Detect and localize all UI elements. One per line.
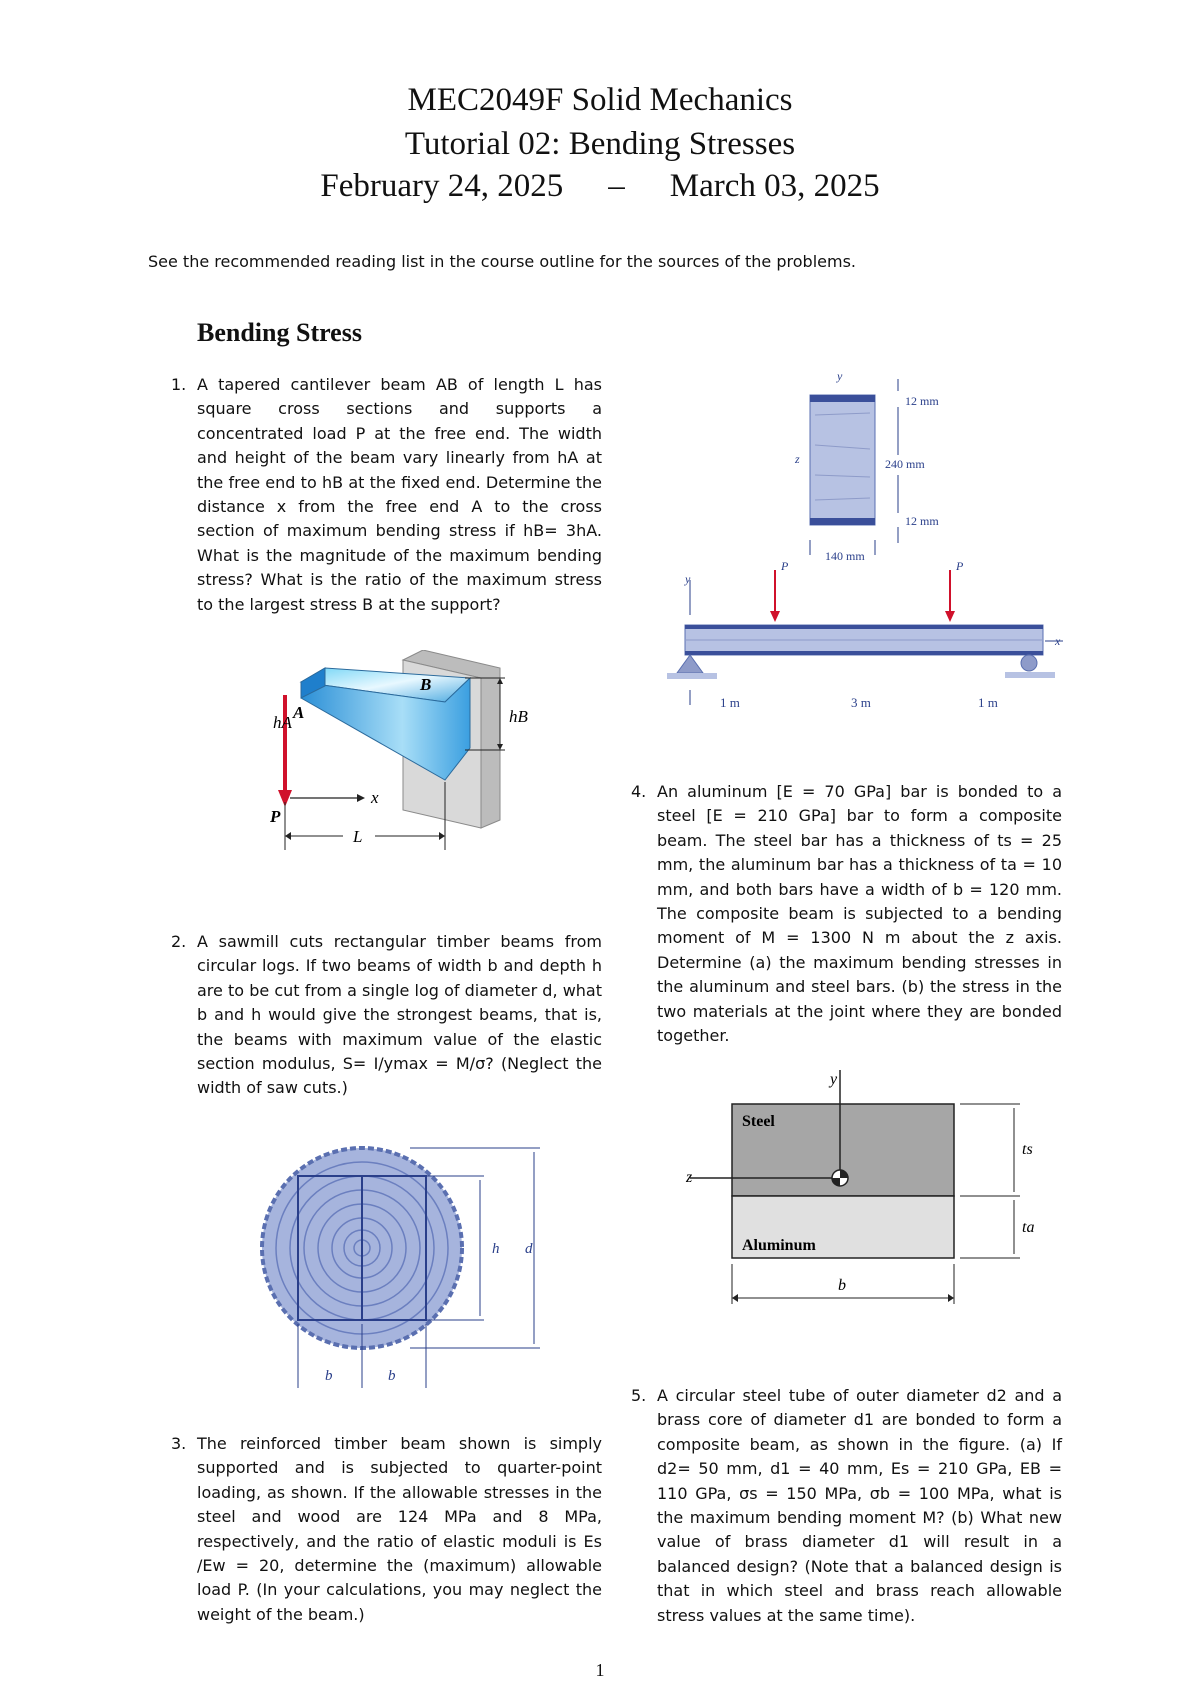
label-hA: hA — [273, 713, 292, 732]
label-L: L — [353, 827, 363, 846]
dim-width: 140 mm — [825, 549, 865, 563]
problem-text: An aluminum [E = 70 GPa] bar is bonded to a steel [E = 210 GPa] bar to form a composite beam. The steel bar has a thickness of ts = 25 mm, the aluminum bar has a thickness of ta = 10 mm, and both bars have a width of b = 120 mm. The composite beam is subjected to a bending moment of M = 1300 N m about the z axis. Determine (a) the maximum bending stresses in the aluminum and steel bars. (b) the stress in the two materials at the joint where they are bonded together. — [657, 782, 1062, 1046]
label-P2: P — [956, 559, 964, 573]
problem-5 — [631, 1384, 1062, 1628]
date-end: March 03, 2025 — [669, 168, 880, 204]
figure-composite-section — [680, 1060, 1040, 1320]
span-3: 1 m — [978, 695, 998, 710]
problem-number: 1. — [171, 375, 187, 394]
label-b-right: b — [388, 1368, 396, 1384]
problem-3 — [171, 1432, 602, 1627]
label-ta: ta — [1022, 1219, 1035, 1236]
section-title: Bending Stress — [197, 318, 362, 347]
problem-4 — [631, 780, 1062, 1048]
label-hB: hB — [509, 707, 528, 726]
steel-plate-bottom — [810, 518, 875, 525]
dim-top: 12 mm — [905, 394, 939, 408]
date-start: February 24, 2025 — [320, 168, 564, 204]
figure-reinforced-timber-beam — [655, 365, 1075, 715]
label-y: y — [830, 1071, 838, 1088]
label-P: P — [270, 807, 281, 826]
span-1: 1 m — [720, 695, 740, 710]
label-B: B — [420, 675, 432, 694]
label-x: x — [371, 788, 379, 807]
pin-support — [677, 655, 703, 673]
problem-number: 4. — [631, 782, 647, 801]
course-title: MEC2049F Solid Mechanics — [407, 82, 793, 118]
problem-text: A circular steel tube of outer diameter d2 and a brass core of diameter d1 are bonded to form a composite beam, as shown in the figure. (a) If d2= 50 mm, d1 = 40 mm, Es = 210 GPa, EB = 110 GPa, σs = 150 MPa, σb = 100 MPa, what is the maximum bending moment M? (b) What new value of brass diameter d1 will result in a balanced design? (Note that a balanced design is that in which steel and brass reach allowable stress values at the same time). — [657, 1386, 1062, 1625]
label-y-section: y — [837, 369, 843, 383]
figure-log-cross-section — [250, 1140, 560, 1400]
reading-note: See the recommended reading list in the course outline for the sources of the problems. — [148, 252, 856, 271]
problem-number: 2. — [171, 932, 187, 951]
label-y-beam: y — [685, 572, 691, 586]
problem-1 — [171, 373, 602, 617]
date-separator: – — [608, 168, 625, 204]
figure-tapered-cantilever — [265, 650, 555, 850]
problem-number: 5. — [631, 1386, 647, 1405]
label-steel: Steel — [742, 1113, 775, 1130]
label-z-section: z — [795, 452, 800, 466]
label-ts: ts — [1022, 1141, 1033, 1158]
date-range — [0, 168, 1200, 205]
label-z: z — [686, 1169, 693, 1186]
page-number: 1 — [595, 1660, 605, 1680]
label-b-left: b — [325, 1368, 333, 1384]
label-h: h — [492, 1241, 500, 1257]
problem-number: 3. — [171, 1434, 187, 1453]
problem-text: A sawmill cuts rectangular timber beams from circular logs. If two beams of width b and depth h are to be cut from a single log of diameter d, what b and h would give the strongest beams, that is, the beams with maximum value of the elastic section modulus, S= I/ymax = M/σ? (Neglect the width of saw cuts.) — [197, 932, 602, 1098]
tutorial-title: Tutorial 02: Bending Stresses — [404, 126, 796, 162]
dim-middle: 240 mm — [885, 457, 925, 471]
problem-text: The reinforced timber beam shown is simply supported and is subjected to quarter-point loading, as shown. If the allowable stresses in the steel and wood are 124 MPa and 8 MPa, respectively, and the ratio of elastic moduli is Es /Ew = 20, determine the (maximum) allowable load P. (In your calculations, you may neglect the weight of the beam.) — [197, 1434, 602, 1624]
problem-text: A tapered cantilever beam AB of length L has square cross sections and supports a concentrated load P at the free end. The width and height of the beam vary linearly from hA at the free end to hB at the fixed end. Determine the distance x from the free end A to the cross section of maximum bending stress if hB= 3hA. What is the magnitude of the maximum bending stress? What is the ratio of the maximum stress to the largest stress B at the support? — [197, 375, 602, 614]
problem-2 — [171, 930, 602, 1101]
label-b: b — [838, 1277, 846, 1294]
label-A: A — [293, 703, 305, 722]
label-x-beam: x — [1055, 634, 1061, 648]
steel-plate-top — [810, 395, 875, 402]
label-aluminum: Aluminum — [742, 1237, 816, 1254]
label-P1: P — [781, 559, 789, 573]
roller-support — [1021, 655, 1037, 671]
label-d: d — [525, 1241, 533, 1257]
dim-bottom: 12 mm — [905, 514, 939, 528]
span-2: 3 m — [851, 695, 871, 710]
